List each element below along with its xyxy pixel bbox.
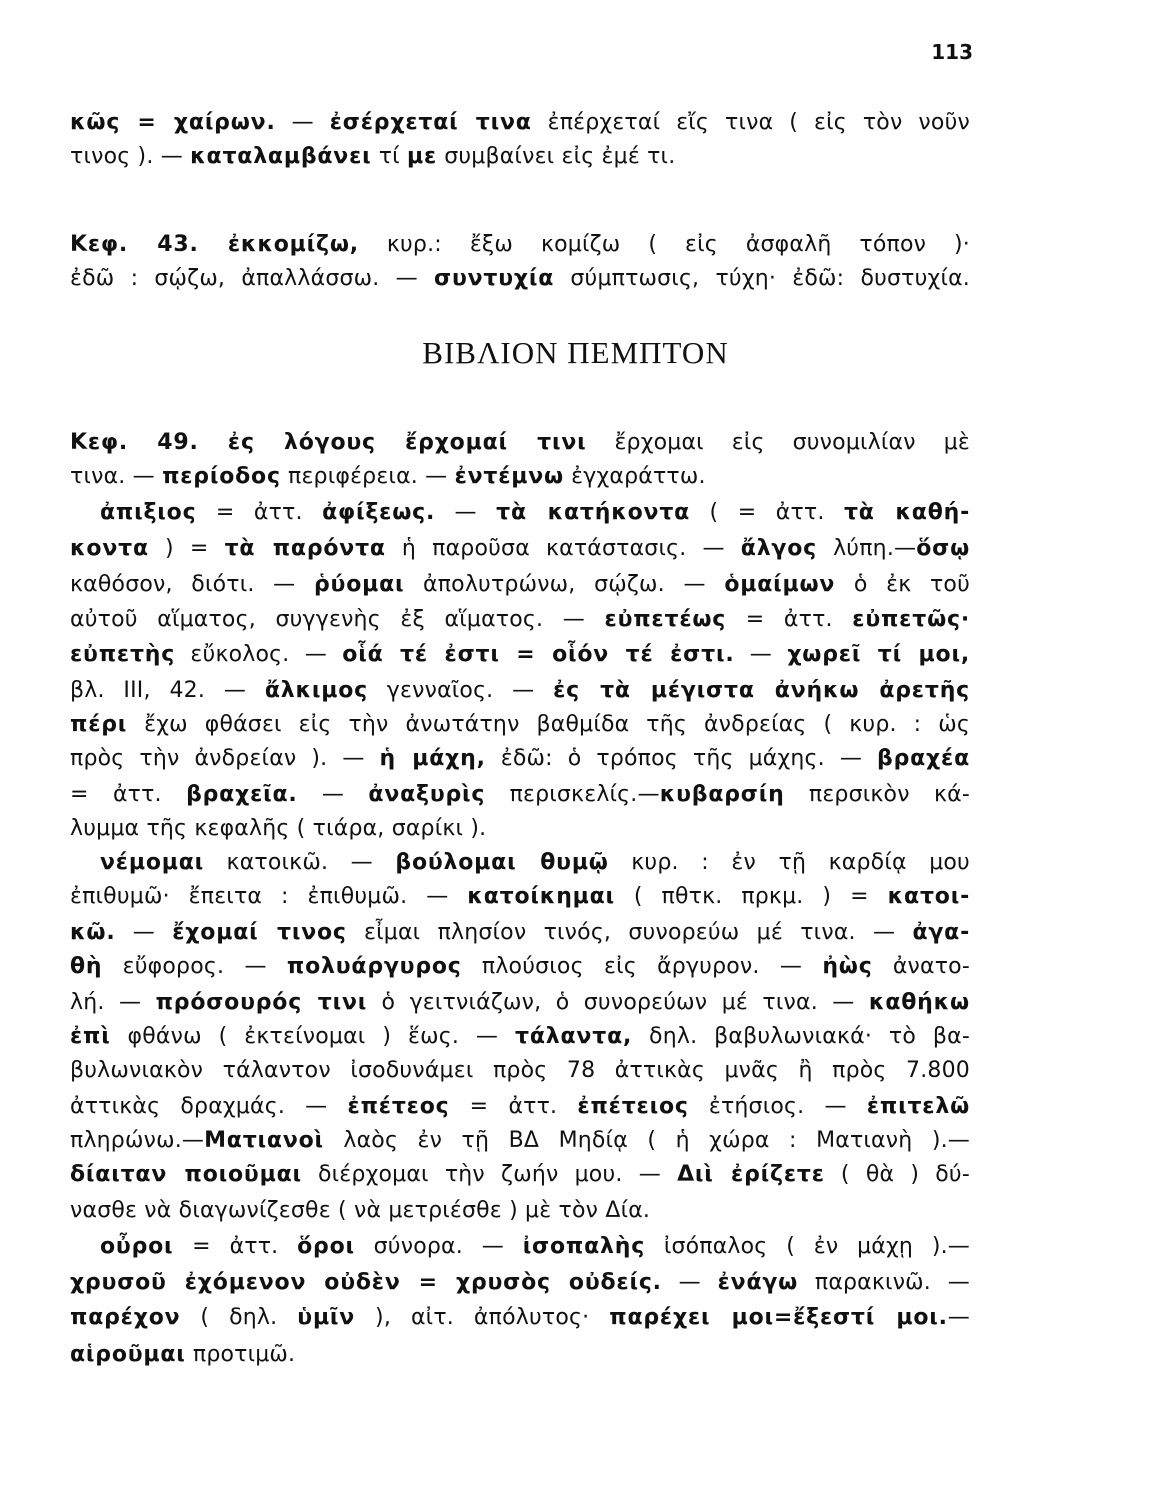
- text-line: [100, 848, 970, 878]
- text-line: [70, 1196, 970, 1226]
- text-line: [70, 1092, 970, 1122]
- text-line: [70, 142, 970, 172]
- gloss-text: δηλ. βαβυλωνιακά· τὸ βα-: [632, 1024, 970, 1049]
- headword: Κεφ. 43.: [70, 232, 228, 257]
- headword: βραχέα: [877, 746, 970, 771]
- text-line: [70, 676, 970, 706]
- gloss-text: ) =: [148, 536, 225, 561]
- headword: καταλαμβάνει: [190, 144, 372, 169]
- headword: ὅσῳ: [916, 536, 970, 561]
- headword: καθήκω: [868, 990, 970, 1015]
- headword: κῶς = χαίρων.: [70, 110, 276, 135]
- headword: χωρεῖ τί μοι,: [787, 642, 970, 667]
- gloss-text: = ἀττ.: [70, 782, 187, 807]
- gloss-text: —: [661, 1270, 718, 1295]
- headword: οὖροι: [100, 1234, 174, 1259]
- text-line: [70, 1022, 970, 1052]
- gloss-text: ἔχω φθάσει εἰς τὴν ἀνωτάτην βαθμίδα τῆς ἀνδρείας ( κυρ. : ὡς: [127, 712, 970, 737]
- headword: κοντα: [70, 536, 149, 561]
- gloss-text: ἡ παροῦσα κατάστασις. —: [385, 536, 741, 561]
- text-line: [70, 1160, 970, 1190]
- text-line: [70, 882, 970, 912]
- headword: παρέχον: [70, 1305, 181, 1330]
- gloss-text: περισκελίς.—: [485, 782, 660, 807]
- headword: ἀπιξιος: [100, 500, 197, 525]
- headword: ἀγα-: [912, 920, 970, 945]
- headword: ῥύομαι: [313, 572, 405, 597]
- text-line: [70, 1340, 970, 1370]
- gloss-text: ἐδῶ : σῴζω, ἀπαλλάσσω. —: [70, 266, 435, 291]
- headword: ἐπέτεος: [347, 1094, 450, 1119]
- headword: ἐς τὰ μέγιστα ἀνήκω ἀρετῆς: [553, 678, 970, 703]
- text-line: [70, 1303, 970, 1333]
- headword: ἔχομαί τινος: [172, 920, 347, 945]
- headword: ἠὼς: [822, 954, 873, 979]
- text-line: [70, 534, 970, 564]
- headword: τάλαντα,: [515, 1024, 633, 1049]
- gloss-text: ( δηλ.: [180, 1305, 298, 1330]
- gloss-text: ὁ ἐκ τοῦ: [835, 572, 971, 597]
- headword: ἄλκιμος: [264, 678, 368, 703]
- headword: εὐπετὴς: [70, 642, 176, 667]
- headword: ἐπέτειος: [577, 1094, 689, 1119]
- headword: ἐντέμνω: [454, 464, 564, 489]
- gloss-text: εὔφορος. —: [102, 954, 287, 979]
- headword: ὑμῖν: [297, 1305, 356, 1330]
- headword: νέμομαι: [100, 850, 205, 875]
- chapter-heading: ΒΙΒΛΙΟΝ ΠΕΜΠΤΟΝ: [422, 335, 729, 370]
- gloss-text: ἐγχαράττω.: [563, 464, 706, 489]
- headword: Διὶ ἐρίζετε: [677, 1162, 825, 1187]
- headword: ἀναξυρὶς: [368, 782, 486, 807]
- gloss-text: = ἀττ.: [173, 1234, 298, 1259]
- gloss-text: ἀνατο-: [872, 954, 970, 979]
- page-number: 113: [931, 40, 973, 64]
- text-line: [70, 428, 970, 458]
- headword: περίοδος: [162, 464, 281, 489]
- gloss-text: ), αἰτ. ἀπόλυτος·: [355, 1305, 610, 1330]
- headword: πρόσουρός τινι: [155, 990, 368, 1015]
- gloss-text: ἀπολυτρώνω, σῴζω. —: [404, 572, 725, 597]
- headword: χρυσοῦ ἐχόμενον οὐδὲν = χρυσὸς οὐδείς.: [70, 1270, 662, 1295]
- gloss-text: ἀττικὰς δραχμάς. —: [70, 1094, 348, 1119]
- text-line: [100, 498, 970, 528]
- text-line: [70, 780, 970, 810]
- gloss-text: τινος ). —: [70, 144, 191, 169]
- gloss-text: ὁ γειτνιάζων, ὁ συνορεύων μέ τινα. —: [367, 990, 869, 1015]
- gloss-text: διέρχομαι τὴν ζωήν μου. —: [301, 1162, 678, 1187]
- headword: ἐνάγω: [717, 1270, 799, 1295]
- text-line: [70, 952, 970, 982]
- gloss-text: φθάνω ( ἐκτείνομαι ) ἕως. —: [110, 1024, 516, 1049]
- gloss-text: καθόσον, διότι. —: [70, 572, 314, 597]
- text-line: [70, 710, 970, 740]
- text-line: [70, 1268, 970, 1298]
- gloss-text: κατοικῶ. —: [204, 850, 396, 875]
- gloss-text: πλούσιος εἰς ἄργυρον. —: [461, 954, 823, 979]
- gloss-text: προτιμῶ.: [185, 1342, 296, 1367]
- text-line: [70, 814, 970, 844]
- gloss-text: ( = ἀττ.: [690, 500, 844, 525]
- headword: ἐπιτελῶ: [866, 1094, 970, 1119]
- headword: ἰσοπαλὴς: [522, 1234, 646, 1259]
- headword: τὰ καθή-: [843, 500, 971, 525]
- gloss-text: γενναῖος. —: [368, 678, 554, 703]
- gloss-text: = ἀττ.: [449, 1094, 578, 1119]
- headword: ὅροι: [297, 1234, 355, 1259]
- gloss-text: νασθε νὰ διαγωνίζεσθε ( νὰ μετριέσθε ) μὲ τὸν Δία.: [70, 1198, 651, 1223]
- gloss-text: —: [115, 920, 173, 945]
- gloss-text: περσικὸν κά-: [784, 782, 971, 807]
- headword: αἱροῦμαι: [70, 1342, 186, 1367]
- text-line: [70, 918, 970, 948]
- gloss-text: ( πθτκ. πρκμ. ) =: [614, 884, 888, 909]
- headword: ἐπὶ: [70, 1024, 111, 1049]
- text-line: [100, 1232, 970, 1262]
- gloss-text: —: [734, 642, 788, 667]
- text-line: [70, 1056, 970, 1086]
- headword: συντυχία: [434, 266, 555, 291]
- headword: κατοίκημαι: [467, 884, 615, 909]
- gloss-text: ἐτήσιος. —: [688, 1094, 867, 1119]
- text-line: [70, 1126, 970, 1156]
- gloss-text: περιφέρεια. —: [280, 464, 455, 489]
- gloss-text: —: [297, 782, 369, 807]
- text-line: [70, 230, 970, 260]
- headword: κατοι-: [887, 884, 971, 909]
- headword: τὰ παρόντα: [224, 536, 386, 561]
- gloss-text: λύπη.—: [816, 536, 917, 561]
- headword: πολυάργυρος: [286, 954, 462, 979]
- text-line: [70, 640, 970, 670]
- headword: Ματιανοὶ: [204, 1128, 324, 1153]
- text-line: [70, 108, 970, 138]
- gloss-text: —: [275, 110, 330, 135]
- headword: ἀφίξεως.: [322, 500, 436, 525]
- gloss-text: = ἀττ.: [726, 607, 853, 632]
- text-line: [70, 988, 970, 1018]
- headword: ἐς λόγους ἔρχομαί τινι: [227, 430, 587, 455]
- gloss-text: εὔκολος. —: [175, 642, 343, 667]
- gloss-text: ἔρχομαι εἰς συνομιλίαν μὲ: [586, 430, 970, 455]
- headword: ἡ μάχη,: [379, 746, 486, 771]
- gloss-text: τί: [371, 144, 407, 169]
- gloss-text: —: [947, 1305, 970, 1330]
- gloss-text: τινα. —: [70, 464, 163, 489]
- headword: θὴ: [70, 954, 103, 979]
- headword: εὐπετῶς·: [852, 607, 970, 632]
- gloss-text: = ἀττ.: [196, 500, 323, 525]
- headword: ὁμαίμων: [724, 572, 836, 597]
- gloss-text: συμβαίνει εἰς ἐμέ τι.: [437, 144, 676, 169]
- headword: ἐκκομίζω,: [227, 232, 359, 257]
- text-line: [70, 605, 970, 635]
- gloss-text: ( θὰ ) δύ-: [824, 1162, 970, 1187]
- gloss-text: βλ. III, 42. —: [70, 678, 265, 703]
- gloss-text: βυλωνιακὸν τάλαντον ἰσοδυνάμει πρὸς 78 ἀττικὰς μνᾶς ἢ πρὸς 7.800: [70, 1058, 970, 1083]
- headword: με: [406, 144, 438, 169]
- gloss-text: ἐδῶ: ὁ τρόπος τῆς μάχης. —: [485, 746, 878, 771]
- gloss-text: αὐτοῦ αἵματος, συγγενὴς ἐξ αἵματος. —: [70, 607, 605, 632]
- gloss-text: εἶμαι πλησίον τινός, συνορεύω μέ τινα. —: [346, 920, 913, 945]
- headword: ἐσέρχεταί τινα: [329, 110, 532, 135]
- gloss-text: πληρώνω.—: [70, 1128, 205, 1153]
- text-line: [70, 462, 970, 492]
- gloss-text: παρακινῶ. —: [798, 1270, 970, 1295]
- gloss-text: ἐπέρχεταί εἴς τινα ( εἰς τὸν νοῦν: [531, 110, 970, 135]
- headword: ἄλγος: [740, 536, 817, 561]
- headword: πέρι: [70, 712, 128, 737]
- gloss-text: πρὸς τὴν ἀνδρείαν ). —: [70, 746, 380, 771]
- text-line: [70, 744, 970, 774]
- headword: βούλομαι θυμῷ: [395, 850, 609, 875]
- gloss-text: λυμμα τῆς κεφαλῆς ( τιάρα, σαρίκι ).: [70, 816, 487, 841]
- gloss-text: ἰσόπαλος ( ἐν μάχῃ ).—: [645, 1234, 970, 1259]
- headword: παρέχει μοι=ἔξεστί μοι.: [609, 1305, 948, 1330]
- text-line: [70, 570, 970, 600]
- headword: τὰ κατήκοντα: [496, 500, 691, 525]
- gloss-text: σύμπτωσις, τύχη· ἐδῶ: δυστυχία.: [554, 266, 970, 291]
- headword: Κεφ. 49.: [70, 430, 228, 455]
- headword: βραχεῖα.: [186, 782, 298, 807]
- headword: οἷά τέ ἐστι = οἷόν τέ ἐστι.: [342, 642, 735, 667]
- gloss-text: λή. —: [70, 990, 156, 1015]
- gloss-text: σύνορα. —: [354, 1234, 523, 1259]
- text-line: [70, 264, 970, 294]
- headword: δίαιταν ποιοῦμαι: [70, 1162, 302, 1187]
- gloss-text: κυρ.: ἔξω κομίζω ( εἰς ἀσφαλῆ τόπον )·: [358, 232, 970, 257]
- headword: κυβαρσίη: [659, 782, 785, 807]
- headword: εὐπετέως: [604, 607, 727, 632]
- gloss-text: ἐπιθυμῶ· ἔπειτα : ἐπιθυμῶ. —: [70, 884, 468, 909]
- gloss-text: —: [435, 500, 497, 525]
- gloss-text: λαὸς ἐν τῇ ΒΔ Μηδίᾳ ( ἡ χώρα : Ματιανὴ ).—: [323, 1128, 970, 1153]
- headword: κῶ.: [70, 920, 116, 945]
- gloss-text: κυρ. : ἐν τῇ καρδίᾳ μου: [608, 850, 970, 875]
